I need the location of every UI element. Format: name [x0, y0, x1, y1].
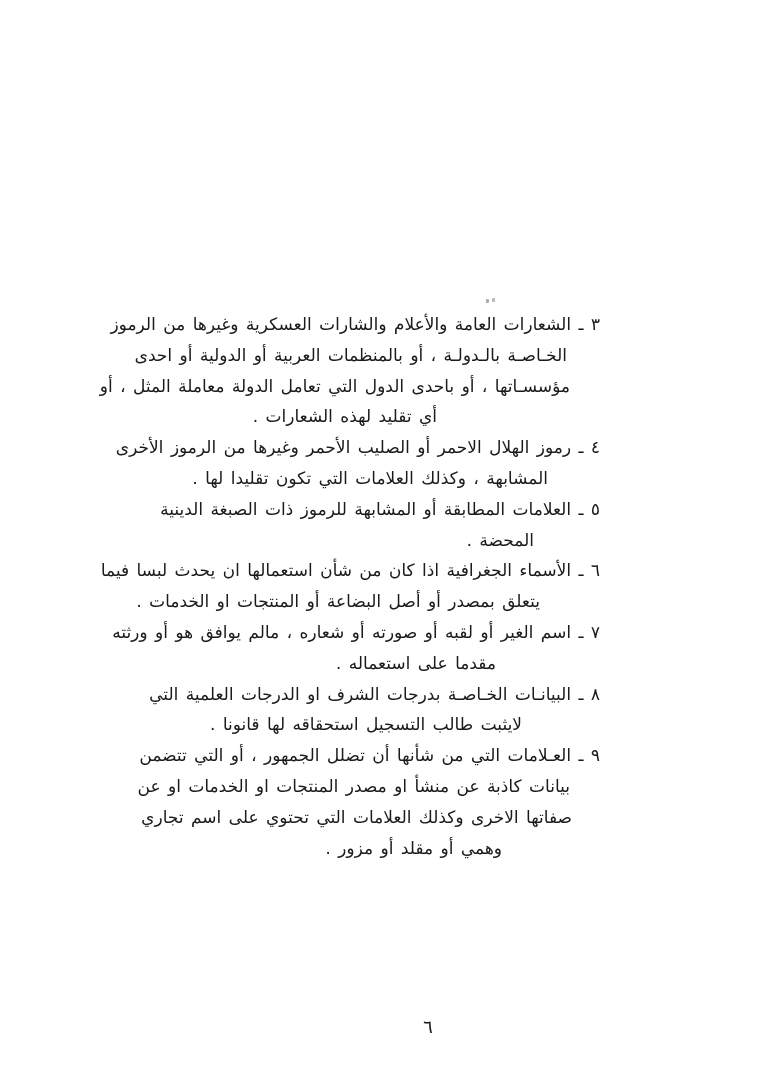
item-9-line-3: صفاتها الاخرى وكذلك العلامات التي تحتوي على اسم تجاري — [141, 807, 572, 828]
item-3-line-2: الخـاصـة بالـدولـة ، أو بالمنظمات العربية أو الدولية أو احدى — [134, 345, 567, 366]
item-9-line-1: ٩ ـ العـلامات التي من شأنها أن تضلل الجمهور ، أو التي تتضمن — [139, 746, 600, 767]
page-number: ٦ — [423, 1017, 433, 1038]
item-8-line-1: ٨ ـ البيانـات الخـاصـة بدرجات الشرف او الدرجات العلمية التي — [149, 684, 600, 705]
item-5-line-1: ٥ ـ العلامات المطابقة أو المشابهة للرموز ذات الصبغة الدينية — [160, 499, 600, 520]
item-3-line-1: ٣ ـ الشعارات العامة والأعلام والشارات العسكرية وغيرها من الرموز — [110, 315, 600, 335]
scan-artifact-speck — [486, 299, 489, 303]
item-5-line-2: المحضة . — [466, 530, 534, 551]
item-4-line-1: ٤ ـ رموز الهلال الاحمر أو الصليب الأحمر وغيرها من الرموز الأخرى — [115, 438, 600, 459]
item-9-line-4: وهمي أو مقلد أو مزور . — [325, 838, 502, 859]
item-7-line-2: مقدما على استعماله . — [335, 653, 496, 674]
trademark-exclusions-list — [99, 310, 600, 864]
item-4-line-2: المشابهة ، وكذلك العلامات التي تكون تقليدا لها . — [192, 468, 548, 489]
item-6-line-2: يتعلق بمصدر أو أصل البضاعة أو المنتجات او الخدمات . — [136, 592, 540, 613]
item-6-line-1: ٦ ـ الأسماء الجغرافية اذا كان من شأن استعمالها ان يحدث لبسا فيما — [100, 561, 600, 582]
item-3-line-3: مؤسسـاتها ، أو باحدى الدول التي تعامل الدولة معاملة المثل ، أو — [99, 376, 570, 397]
item-9-line-2: بيانات كاذبة عن منشأ او مصدر المنتجات او الخدمات او عن — [137, 776, 570, 797]
item-3-line-4: أي تقليد لهذه الشعارات . — [252, 407, 437, 428]
item-8-line-2: لايثبت طالب التسجيل استحقاقه لها قانونا . — [210, 715, 522, 736]
item-7-line-1: ٧ ـ اسم الغير أو لقبه أو صورته أو شعاره ، مالم يوافق هو أو ورثته — [112, 622, 600, 643]
